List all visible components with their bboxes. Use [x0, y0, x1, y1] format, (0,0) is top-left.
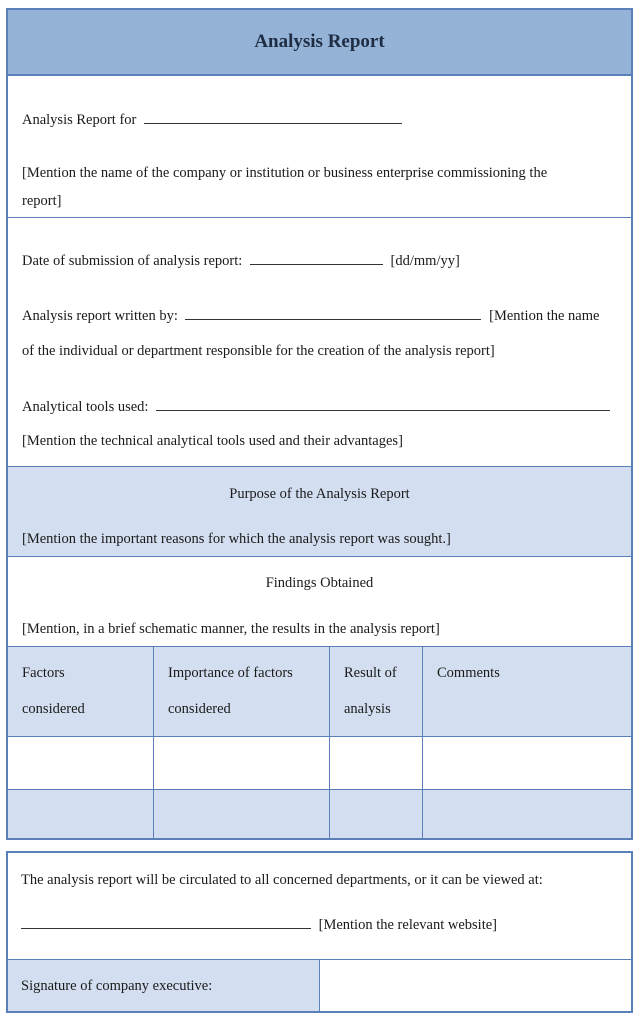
report-for-blank[interactable] [144, 109, 402, 124]
header-importance-line2: considered [168, 701, 231, 717]
divider [8, 556, 631, 557]
header-factors-line1: Factors [22, 665, 65, 681]
tools-row [22, 396, 610, 417]
purpose-hint: [Mention the important reasons for which the analysis report was sought.] [22, 531, 451, 547]
date-format: [dd/mm/yy] [390, 253, 460, 269]
report-for-hint: [Mention the name of the company or institution or business enterprise commissioning the [22, 165, 548, 181]
report-for-hint-cont: report] [22, 193, 62, 209]
divider [8, 217, 631, 218]
page-title: Analysis Report [254, 31, 385, 52]
written-by-hint: [Mention the name [489, 308, 600, 324]
website-blank[interactable] [21, 914, 311, 929]
tools-label: Analytical tools used: [22, 399, 149, 415]
written-by-blank[interactable] [185, 305, 481, 320]
findings-heading: Findings Obtained [265, 575, 374, 591]
tools-hint: [Mention the technical analytical tools used and their advantages] [22, 433, 403, 449]
column-divider [422, 647, 423, 838]
header-factors-line2: considered [22, 701, 85, 717]
date-label: Date of submission of analysis report: [22, 253, 243, 269]
column-divider [153, 647, 154, 838]
findings-hint: [Mention, in a brief schematic manner, the results in the analysis report] [22, 621, 440, 637]
website-hint: [Mention the relevant website] [318, 917, 497, 933]
table-columns [8, 647, 631, 838]
purpose-heading: Purpose of the Analysis Report [229, 486, 410, 502]
date-blank[interactable] [250, 250, 383, 265]
signature-field[interactable] [321, 960, 631, 1011]
report-form [6, 8, 633, 840]
column-divider [319, 960, 320, 1011]
signature-label-cell [8, 960, 319, 1011]
header-result-line2: analysis [344, 701, 391, 717]
written-by-label: Analysis report written by: [22, 308, 178, 324]
report-for-row [22, 109, 402, 130]
date-row [22, 250, 460, 271]
header-result-line1: Result of [344, 665, 397, 681]
written-by-hint-cont: of the individual or department responsible for the creation of the analysis report] [22, 343, 495, 359]
report-for-label: Analysis Report for [22, 112, 137, 128]
header-comments: Comments [437, 665, 500, 681]
written-by-row [22, 305, 599, 326]
circulation-text: The analysis report will be circulated to all concerned departments, or it can be viewed at: [21, 872, 543, 888]
purpose-section [8, 467, 631, 556]
header-importance-line1: Importance of factors [168, 665, 293, 681]
footer-form [6, 851, 633, 1013]
title-bar [8, 10, 631, 76]
signature-row [8, 960, 631, 1011]
website-row [21, 914, 497, 935]
column-divider [329, 647, 330, 838]
signature-label: Signature of company executive: [21, 978, 213, 994]
tools-blank[interactable] [156, 396, 610, 411]
